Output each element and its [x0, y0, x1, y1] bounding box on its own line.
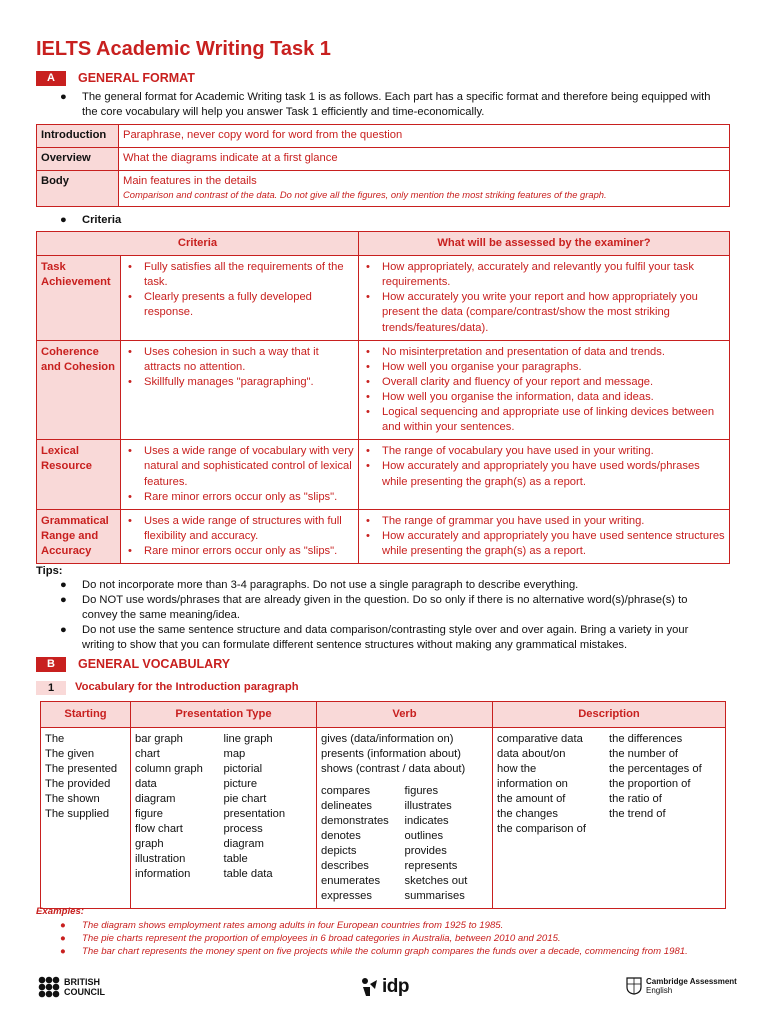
- list-item: • Rare minor errors occur only as "slips".: [125, 544, 354, 559]
- criteria-descriptors: [121, 340, 359, 440]
- bullet-icon: ●: [60, 946, 66, 957]
- column-header: Starting: [41, 702, 131, 728]
- list-item: • Fully satisfies all the requirements of the task.: [125, 260, 354, 290]
- criteria-assessment: [359, 440, 730, 509]
- table-header-row: [41, 702, 726, 728]
- format-table: [36, 124, 730, 207]
- presentation-col: line graph map pictorial picture pie chart presentation process diagram table table data: [223, 733, 286, 881]
- list-item: • How well you organise your paragraphs.: [363, 360, 725, 375]
- column-header: Presentation Type: [131, 702, 317, 728]
- list-item: • Overall clarity and fluency of your report and message.: [363, 375, 725, 390]
- section-title: GENERAL FORMAT: [78, 71, 195, 85]
- list-item: • Uses a wide range of structures with full flexibility and accuracy.: [125, 514, 354, 544]
- idp-text: idp: [382, 976, 409, 997]
- list-item: • How appropriately, accurately and relevantly you fulfil your task requirements.: [363, 260, 725, 290]
- tips-heading: Tips:: [36, 565, 63, 577]
- criteria-assessment: [359, 340, 730, 440]
- description-cell: [493, 728, 726, 909]
- section-badge: B: [36, 657, 66, 672]
- format-value: Paraphrase, never copy word for word from the question: [119, 125, 730, 148]
- format-label: Body: [37, 171, 119, 207]
- bullet-icon: ●: [60, 214, 67, 226]
- idp-logo: [360, 974, 409, 1000]
- list-item: • No misinterpretation and presentation of data and trends.: [363, 345, 725, 360]
- description-col: the differences the number of the percentages of the proportion of the ratio of the trend of: [609, 733, 702, 821]
- criteria-assessment: [359, 256, 730, 341]
- criteria-label: Coherence and Cohesion: [37, 340, 121, 440]
- list-item: • Clearly presents a fully developed response.: [125, 290, 354, 320]
- idp-mark-icon: [360, 976, 380, 998]
- list-item: • Logical sequencing and appropriate use of linking devices between and within your sentences.: [363, 405, 725, 435]
- table-row: [37, 125, 730, 148]
- list-item: • How accurately and appropriately you have used words/phrases while presenting the graph(s) as a report.: [363, 459, 725, 489]
- table-row: [37, 256, 730, 341]
- table-row: [37, 509, 730, 563]
- criteria-table: [36, 231, 730, 564]
- description-col: comparative data data about/on how the information on the amount of the changes the comparison of: [497, 733, 586, 836]
- table-row: [37, 440, 730, 509]
- criteria-descriptors: [121, 256, 359, 341]
- example-item: [60, 920, 760, 933]
- subsection-title: Vocabulary for the Introduction paragraph: [75, 681, 299, 693]
- column-header: Description: [493, 702, 726, 728]
- section-badge: A: [36, 71, 66, 86]
- list-item: • The range of grammar you have used in your writing.: [363, 514, 725, 529]
- tip-text: Do NOT use words/phrases that are already given in the question. Do so only if there is no alternative word(s)/phrase(s) to convey the same meaning/idea.: [82, 594, 688, 622]
- example-text: The bar chart represents the money spent on five projects while the column graph compares the funds over a decade, commencing from 1981.: [82, 946, 688, 957]
- bullet-icon: ●: [60, 933, 66, 944]
- tip-text: Do not use the same sentence structure and data comparison/contrasting style over and over again. Bring a variety in your writing to show that you can formulate different sentence structures without making any grammatical mistakes.: [82, 624, 689, 652]
- bullet-icon: ●: [60, 579, 67, 591]
- format-value-main: Main features in the details: [123, 175, 257, 187]
- table-row: [37, 340, 730, 440]
- verb-cell: [317, 728, 493, 909]
- starting-cell: The The given The presented The provided The shown The supplied: [41, 728, 131, 909]
- table-row: [37, 171, 730, 207]
- tip-item: [60, 593, 720, 623]
- bullet-icon: ●: [60, 594, 67, 606]
- section-a-header: [36, 70, 195, 87]
- subsection-badge: 1: [36, 681, 66, 695]
- intro-text: The general format for Academic Writing task 1 is as follows. Each part has a specific format and therefore being equipped with the core vocabulary will help you answer Task 1 efficiently and time-economically.: [82, 91, 711, 119]
- tip-text: Do not incorporate more than 3-4 paragraphs. Do not use a single paragraph to describe everything.: [82, 579, 579, 591]
- cambridge-text: Cambridge Assessment: [646, 977, 737, 986]
- cambridge-logo: [626, 977, 737, 995]
- list-item: • The range of vocabulary you have used in your writing.: [363, 444, 725, 459]
- format-label: Overview: [37, 148, 119, 171]
- subsection-header: [36, 680, 299, 695]
- format-label: Introduction: [37, 125, 119, 148]
- example-text: The pie charts represent the proportion of employees in 6 broad categories in Australia, between 2010 and 2015.: [82, 933, 561, 944]
- examples-heading: Examples:: [36, 906, 84, 917]
- list-item: • How well you organise the information, data and ideas.: [363, 390, 725, 405]
- criteria-descriptors: [121, 440, 359, 509]
- criteria-label: Task Achievement: [37, 256, 121, 341]
- table-row: [37, 148, 730, 171]
- list-item: • How accurately and appropriately you have used sentence structures while presenting the graph(s) as a report.: [363, 529, 725, 559]
- criteria-label: Lexical Resource: [37, 440, 121, 509]
- section-b-header: [36, 656, 230, 673]
- list-item: • Skillfully manages "paragraphing".: [125, 375, 354, 390]
- bullet-icon: ●: [60, 920, 66, 931]
- verb-col: figures illustrates indicates outlines provides represents sketches out summarises: [404, 785, 468, 903]
- list-item: • Uses cohesion in such a way that it attracts no attention.: [125, 345, 354, 375]
- british-council-logo: [38, 976, 105, 998]
- table-row: [41, 728, 726, 909]
- criteria-label: Grammatical Range and Accuracy: [37, 509, 121, 563]
- verb-col: compares delineates demonstrates denotes depicts describes enumerates expresses: [321, 785, 389, 903]
- criteria-descriptors: [121, 509, 359, 563]
- presentation-cell: [131, 728, 317, 909]
- format-note: Comparison and contrast of the data. Do not give all the figures, only mention the most striking features of the graph.: [123, 189, 607, 201]
- criteria-header: Criteria: [37, 232, 359, 256]
- list-item: • Rare minor errors occur only as "slips".: [125, 490, 354, 505]
- intro-bullet: [60, 90, 720, 120]
- column-header: Verb: [317, 702, 493, 728]
- presentation-col: bar graph chart column graph data diagram figure flow chart graph illustration information: [135, 733, 203, 881]
- british-council-dots-icon: [38, 976, 60, 998]
- page-title: IELTS Academic Writing Task 1: [36, 38, 331, 60]
- section-title: GENERAL VOCABULARY: [78, 657, 231, 671]
- tip-item: [60, 578, 720, 593]
- example-item: [60, 946, 760, 959]
- format-value: [119, 171, 730, 207]
- bullet-icon: ●: [60, 91, 67, 103]
- criteria-bullet: [60, 213, 720, 228]
- british-council-text: COUNCIL: [64, 987, 105, 997]
- vocabulary-table: [40, 701, 726, 909]
- british-council-text: BRITISH: [64, 977, 100, 987]
- list-item: • How accurately you write your report and how appropriately you present the data (compare/contrast/show the most striking trends/features/data).: [363, 290, 725, 335]
- bullet-icon: ●: [60, 624, 67, 636]
- table-header-row: [37, 232, 730, 256]
- cambridge-text: English: [646, 986, 673, 995]
- tip-item: [60, 623, 720, 653]
- assessment-header: What will be assessed by the examiner?: [359, 232, 730, 256]
- example-item: [60, 933, 760, 946]
- example-text: The diagram shows employment rates among adults in four European countries from 1925 to 1985.: [82, 920, 504, 931]
- criteria-bullet-text: Criteria: [82, 214, 122, 226]
- criteria-assessment: [359, 509, 730, 563]
- list-item: • Uses a wide range of vocabulary with very natural and sophisticated control of lexical features.: [125, 444, 354, 489]
- verb-top: gives (data/information on) presents (information about) shows (contrast / data about): [321, 733, 466, 776]
- cambridge-shield-icon: [626, 977, 642, 995]
- format-value: What the diagrams indicate at a first glance: [119, 148, 730, 171]
